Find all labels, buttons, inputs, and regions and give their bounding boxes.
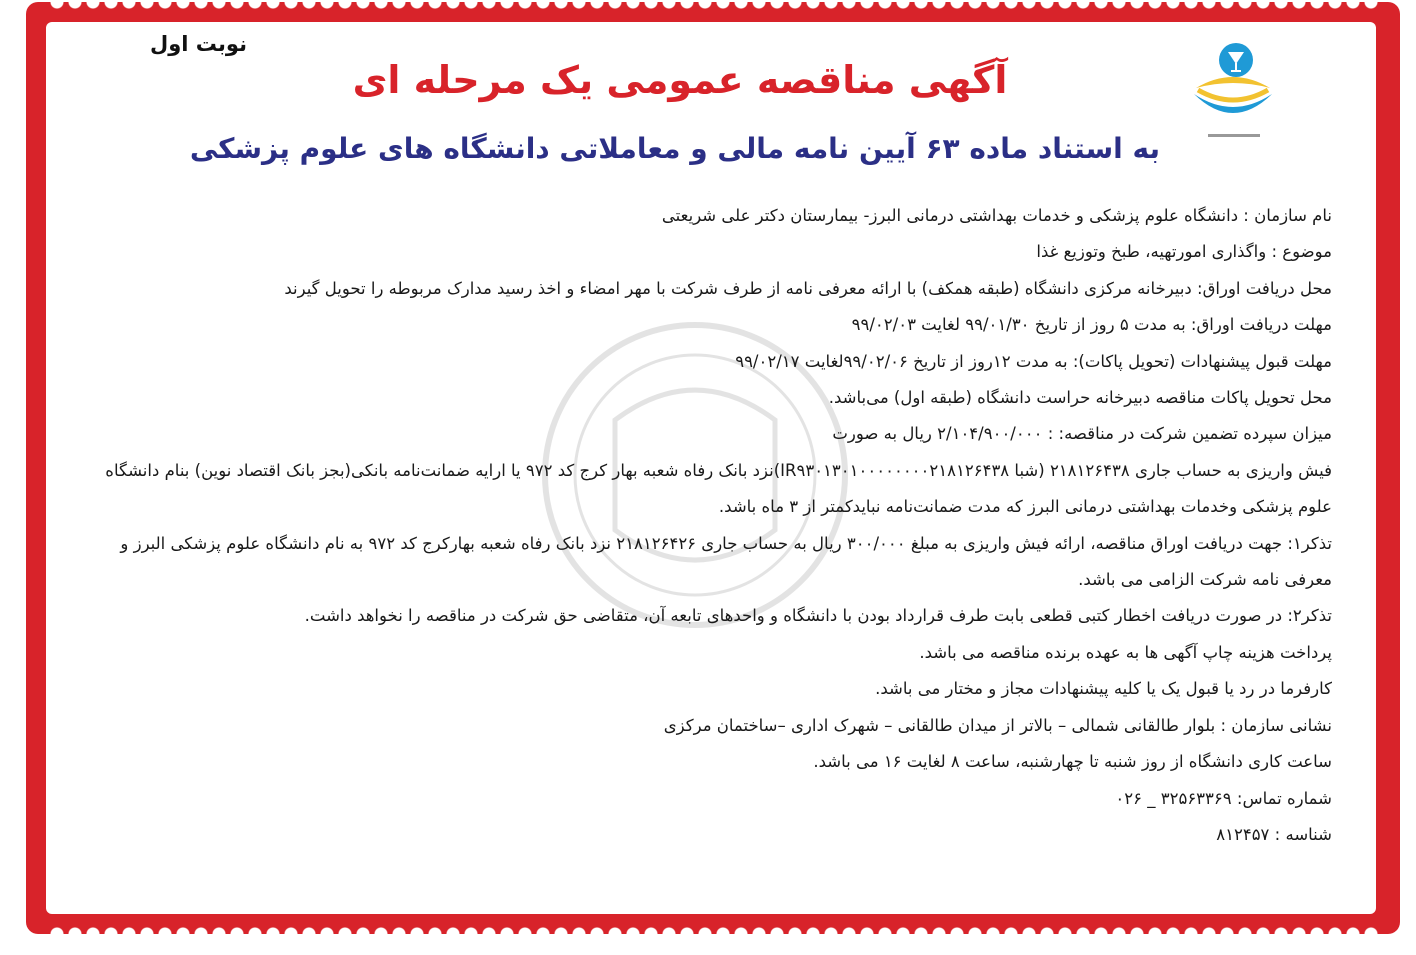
- bids-deadline-line: مهلت قبول پیشنهادات (تحویل پاکات): به مدت ۱۲روز از تاریخ ۹۹/۰۲/۰۶لغایت ۹۹/۰۲/۱۷: [735, 351, 1332, 371]
- organization-line: نام سازمان : دانشگاه علوم پزشکی و خدمات بهداشتی درمانی البرز- بیمارستان دکتر علی شریعتی: [661, 206, 1332, 225]
- ad-cost-line: پرداخت هزینه چاپ آگهی ها به عهده برنده مناقصه می باشد.: [919, 642, 1332, 662]
- address-line: نشانی سازمان : بلوار طالقانی شمالی – بالاتر از میدان طالقانی – شهرک اداری –ساختمان مرکزی: [663, 715, 1332, 735]
- ad-title: آگهی مناقصه عمومی یک مرحله ای: [352, 58, 1008, 102]
- university-logo-icon: [1188, 38, 1278, 146]
- note2-line: تذکر۲: در صورت دریافت اخطار کتبی قطعی بابت طرف قرارداد بودن با دانشگاه و واحدهای تابعه آن، متقاضی حق شرکت در مناقصه را نخواهد داشت.: [304, 606, 1332, 626]
- id-line: شناسه : ۸۱۲۴۵۷: [1216, 824, 1332, 844]
- employer-right-line: کارفرما در رد یا قبول یک یا کلیه پیشنهادات مجاز و مختار می باشد.: [875, 679, 1332, 699]
- docs-deadline-line: مهلت دریافت اوراق: به مدت ۵ روز از تاریخ ۹۹/۰۱/۳۰ لغایت ۹۹/۰۲/۰۳: [851, 315, 1332, 335]
- delivery-location-line: محل تحویل پاکات مناقصه دبیرخانه حراست دانشگاه (طبقه اول) می‌باشد.: [828, 388, 1332, 408]
- note1-paragraph: تذکر۱: جهت دریافت اوراق مناقصه، ارائه فیش واریزی به مبلغ ۳۰۰/۰۰۰ ریال به حساب جاری ۲۱۸۱۲۶۴۲۶ نزد بانک رفاه شعبه بهارکرج کد ۹۷۲ به نام دانشگاه علوم پزشکی البرز و معرفی نامه شرکت الزامی می باشد.: [120, 533, 1332, 590]
- ad-subtitle: به استناد ماده ۶۳ آیین نامه مالی و معاملاتی دانشگاه های علوم پزشکی: [189, 132, 1160, 165]
- deposit-info-paragraph: فیش واریزی به حساب جاری ۲۱۸۱۲۶۴۳۸ (شبا IR۹۳۰۱۳۰۱۰۰۰۰۰۰۰۰۲۱۸۱۲۶۴۳۸)نزد بانک رفاه شعبه بهار کرج کد ۹۷۲ یا ارایه ضمانت‌نامه بانکی(بجز بانک اقتصاد نوین) بنام دانشگاه علوم پزشکی وخدمات بهداشتی درمانی البرز که مدت ضمانت‌نامه نبایدکمتر از ۳ ماه باشد.: [105, 460, 1332, 517]
- phone-line: شماره تماس: ۳۲۵۶۳۳۶۹ _ ۰۲۶: [1115, 788, 1332, 808]
- ad-body: [84, 198, 1332, 853]
- working-hours-line: ساعت کاری دانشگاه از روز شنبه تا چهارشنبه، ساعت ۸ لغایت ۱۶ می باشد.: [813, 752, 1332, 772]
- guarantee-amount-line: میزان سپرده تضمین شرکت در مناقصه: : ۲/۱۰۴/۹۰۰/۰۰۰ ریال به صورت: [832, 424, 1332, 444]
- docs-location-line: محل دریافت اوراق: دبیرخانه مرکزی دانشگاه (طبقه همکف) با ارائه معرفی نامه از طرف شرکت با مهر امضاء و اخذ رسید مدارک مربوطه را تحویل گیرند: [284, 278, 1332, 298]
- publication-round: نوبت اول: [150, 32, 247, 56]
- subject-line: موضوع : واگذاری امورتهیه، طبخ وتوزیع غذا: [1036, 242, 1332, 262]
